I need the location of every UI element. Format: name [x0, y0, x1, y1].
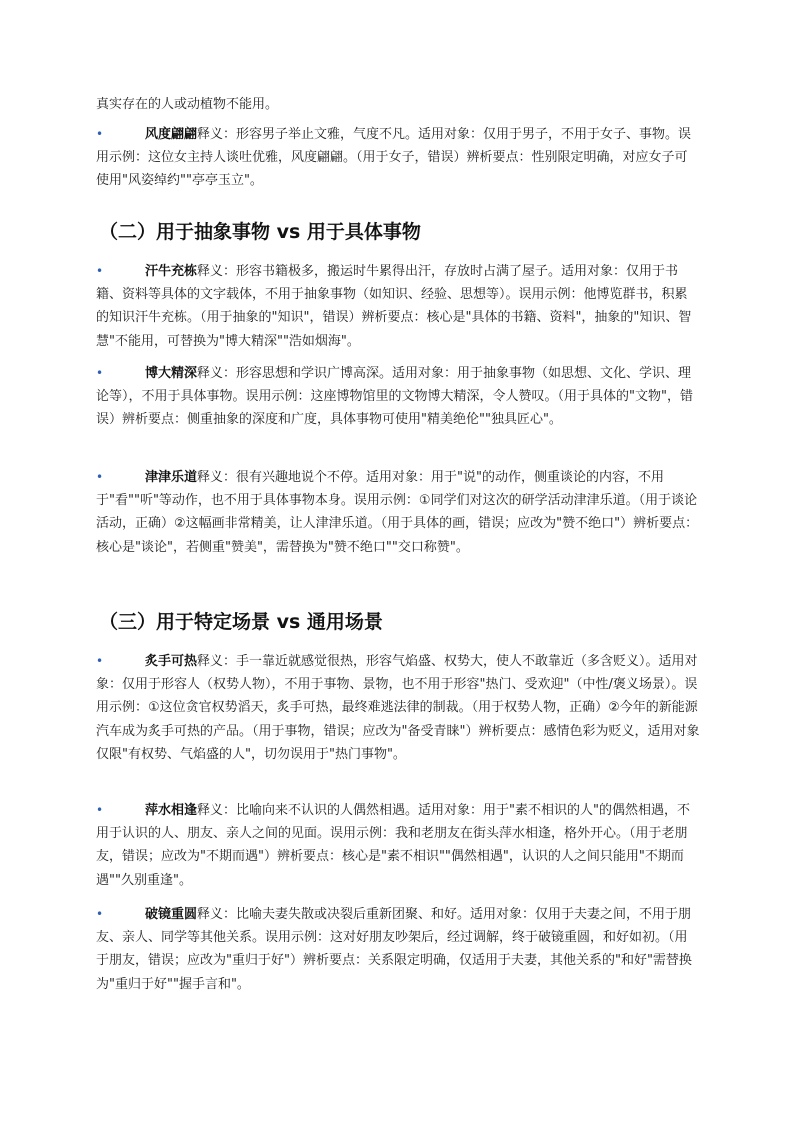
idiom-term: 破镜重圆: [145, 907, 198, 922]
idiom-term: 炙手可热: [145, 654, 198, 669]
idiom-term: 汗牛充栋: [145, 264, 198, 279]
idiom-term: 津津乐道: [145, 470, 198, 485]
intro-text: 真实存在的人或动植物不能用。: [96, 97, 279, 112]
list-item: [96, 466, 700, 559]
bullet-icon: •: [96, 907, 104, 921]
bullet-icon: •: [96, 654, 104, 668]
idiom-explanation: 释义：比喻向来不认识的人偶然相遇。适用对象：用于"素不相识的人"的偶然相遇，不用于认识的人、朋友、亲人之间的见面。误用示例：我和老朋友在街头萍水相逢，格外开心。（用于老朋友，错误；应改为"不期而遇"）辨析要点：核心是"素不相识""偶然相遇"，认识的人之间只能用"不期而遇""久别重逢"。: [96, 803, 690, 888]
section-heading: （二）用于抽象事物 vs 用于具体事物: [99, 221, 421, 243]
bullet-icon: •: [96, 127, 104, 141]
idiom-explanation: 释义：形容男子举止文雅，气度不凡。适用对象：仅用于男子，不用于女子、事物。误用示例：这位女主持人谈吐优雅，风度翩翩。（用于女子，错误）辨析要点：性别限定明确，对应女子可使用"风姿绰约""亭亭玉立"。: [96, 127, 692, 189]
idiom-explanation: 释义：形容思想和学识广博高深。适用对象：用于抽象事物（如思想、文化、学识、理论等），不用于具体事物。误用示例：这座博物馆里的文物博大精深，令人赞叹。（用于具体的"文物"，错误）辨析要点：侧重抽象的深度和广度，具体事物可使用"精美绝伦""独具匠心"。: [96, 366, 693, 428]
bullet-icon: •: [96, 803, 104, 817]
idiom-explanation: 释义：比喻夫妻失散或决裂后重新团聚、和好。适用对象：仅用于夫妻之间，不用于朋友、亲人、同学等其他关系。误用示例：这对好朋友吵架后，经过调解，终于破镜重圆，和好如初。（用于朋友，错误；应改为"重归于好"）辨析要点：关系限定明确，仅适用于夫妻，其他关系的"和好"需替换为"重归于好""握手言和"。: [96, 907, 692, 992]
list-item: [96, 903, 700, 996]
list-item: [96, 799, 700, 892]
idiom-term: 博大精深: [145, 366, 198, 381]
idiom-explanation: 释义：形容书籍极多，搬运时牛累得出汗，存放时占满了屋子。适用对象：仅用于书籍、资料等具体的文字载体，不用于抽象事物（如知识、经验、思想等）。误用示例：他博览群书，积累的知识汗牛充栋。（用于抽象的"知识"，错误）辨析要点：核心是"具体的书籍、资料"，抽象的"知识、智慧"不能用，可替换为"博大精深""浩如烟海"。: [96, 264, 692, 349]
list-item: [96, 650, 700, 766]
idiom-explanation: 释义：手一靠近就感觉很热，形容气焰盛、权势大，使人不敢靠近（多含贬义）。适用对象：仅用于形容人（权势人物），不用于事物、景物，也不用于形容"热门、受欢迎"（中性/褒义场景）。误用示例：①这位贪官权势滔天，炙手可热，最终难逃法律的制裁。（用于权势人物，正确）②今年的新能源汽车成为炙手可热的产品。（用于事物，错误；应改为"备受青睐"）辨析要点：感情色彩为贬义，适用对象仅限"有权势、气焰盛的人"，切勿误用于"热门事物"。: [96, 654, 700, 762]
bullet-icon: •: [96, 366, 104, 380]
idiom-term: 萍水相逢: [145, 803, 198, 818]
list-item: [96, 123, 700, 193]
bullet-icon: •: [96, 264, 104, 278]
section-heading: （三）用于特定场景 vs 通用场景: [99, 611, 383, 633]
idiom-explanation: 释义：很有兴趣地说个不停。适用对象：用于"说"的动作，侧重谈论的内容，不用于"看""听"等动作，也不用于具体事物本身。误用示例：①同学们对这次的研学活动津津乐道。（用于谈论活动，正确）②这幅画非常精美，让人津津乐道。（用于具体的画，错误；应改为"赞不绝口"）辨析要点：核心是"谈论"，若侧重"赞美"，需替换为"赞不绝口""交口称赞"。: [96, 470, 699, 555]
idiom-term: 风度翩翩: [145, 127, 198, 142]
bullet-icon: •: [96, 470, 104, 484]
list-item: [96, 362, 700, 432]
list-item: [96, 260, 700, 353]
